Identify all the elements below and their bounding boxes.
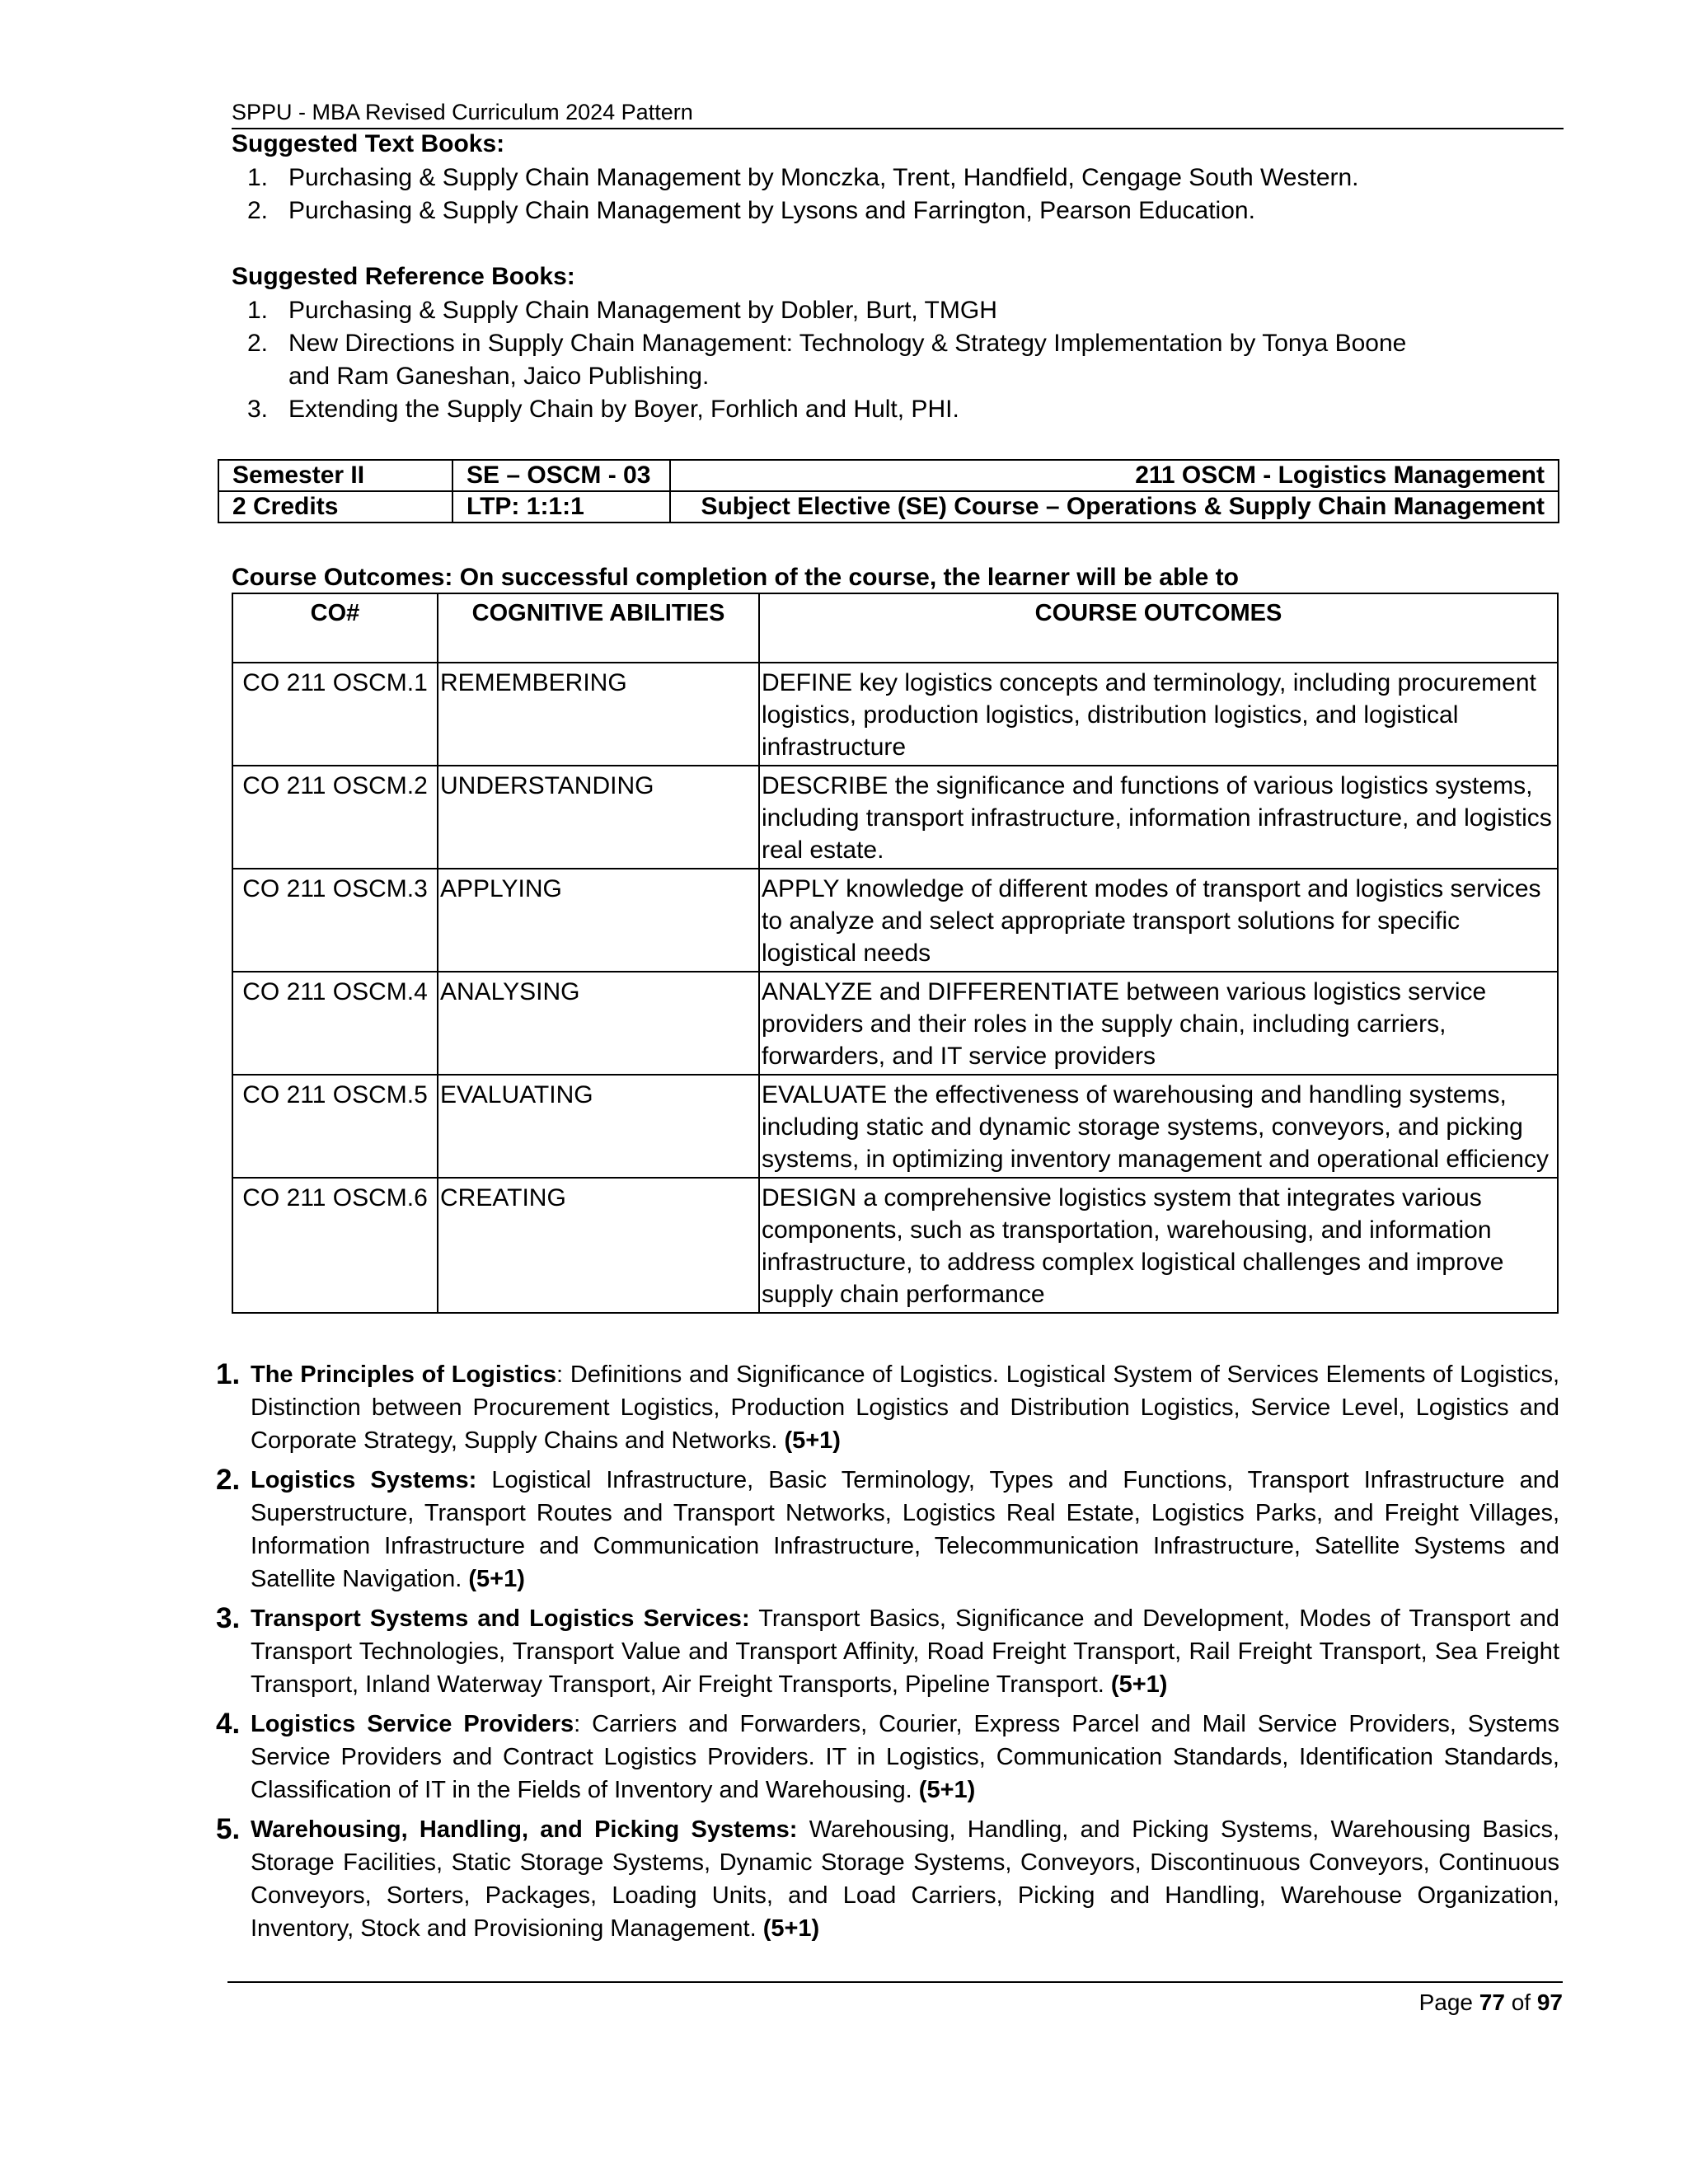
unit-number: 3.	[216, 1602, 241, 1634]
list-item	[247, 294, 1434, 327]
semester-cell: Semester II	[218, 460, 452, 491]
unit-body: Definitions and Significance of Logistics. Logistical System of Services Elements of Logistics, Distinction between Procurement Logistics, Production Logistics and Distribution Logistics, Service Level, Logistics and Corporate Strategy, Supply Chains and Networks.	[251, 1361, 1559, 1454]
reference-books-heading: Suggested Reference Books:	[232, 263, 575, 290]
list-item	[247, 194, 1484, 227]
course-info-table	[218, 459, 1559, 523]
co-id-cell: CO 211 OSCM.4	[232, 972, 438, 1075]
unit-item	[216, 1813, 1559, 1945]
co-id-cell: CO 211 OSCM.2	[232, 766, 438, 869]
list-item	[247, 327, 1434, 393]
ltp-cell: LTP: 1:1:1	[452, 491, 670, 523]
co-id-cell: CO 211 OSCM.5	[232, 1075, 438, 1178]
reference-books-list	[247, 294, 1434, 426]
table-row	[232, 766, 1558, 869]
list-number: 3.	[247, 396, 269, 423]
page-number: Page 77 of 97	[1418, 1990, 1563, 2015]
book-entry: New Directions in Supply Chain Management: Technology & Strategy Implementation by Tonya Boone and Ram Ganeshan, Jaico Publishing.	[288, 330, 1407, 390]
unit-number: 1.	[216, 1358, 241, 1390]
course-outcomes-table	[232, 593, 1559, 1314]
course-code-cell: SE – OSCM - 03	[452, 460, 670, 491]
unit-body: Transport Basics, Significance and Development, Modes of Transport and Transport Technologies, Transport Value and Transport Affinity, Road Freight Transport, Rail Freight Transport, Sea Freight Transport, Inland Waterway Transport, Air Freight Transports, Pipeline Transport.	[251, 1605, 1559, 1698]
course-type-cell: Subject Elective (SE) Course – Operations & Supply Chain Management	[670, 491, 1559, 523]
table-row	[232, 972, 1558, 1075]
unit-hours: (5+1)	[918, 1777, 976, 1803]
list-number: 1.	[247, 297, 269, 324]
unit-hours: (5+1)	[784, 1427, 841, 1454]
course-title-cell: 211 OSCM - Logistics Management	[670, 460, 1559, 491]
unit-body: Logistical Infrastructure, Basic Terminology, Types and Functions, Transport Infrastructure and Superstructure, Transport Routes and Transport Networks, Logistics Real Estate, Logistics Parks, and Freight Villages, Information Infrastructure and Communication Infrastructure, Telecommunication Infrastructure, Satellite Systems and Satellite Navigation.	[251, 1467, 1559, 1592]
table-row	[232, 663, 1558, 766]
unit-hours: (5+1)	[468, 1566, 525, 1592]
total-pages: 97	[1536, 1990, 1563, 2015]
current-page: 77	[1479, 1990, 1505, 2015]
table-row	[218, 460, 1559, 491]
column-header: COURSE OUTCOMES	[759, 593, 1558, 663]
unit-item: 4. Logistics Service Providers: Carriers and Forwarders, Courier, Express Parcel and Mail Service Providers, Systems Service Providers and Contract Logistics Providers. IT in Logistics, Communication Standards, Identification Standards, Classification of IT in the Fields of Inventory and Warehousing. (5+1)	[216, 1708, 1559, 1807]
co-text-cell: DEFINE key logistics concepts and terminology, including procurement logistics, production logistics, distribution logistics, and logistical infrastructure	[759, 663, 1558, 766]
unit-title: The Principles of Logistics	[251, 1361, 557, 1388]
co-id-cell: CO 211 OSCM.6	[232, 1178, 438, 1313]
unit-title: Logistics Systems:	[251, 1467, 477, 1493]
footer-divider	[227, 1981, 1563, 1983]
table-row	[232, 869, 1558, 972]
unit-number: 5.	[216, 1813, 241, 1845]
co-level-cell: ANALYSING	[438, 972, 759, 1075]
book-entry: Purchasing & Supply Chain Management by Monczka, Trent, Handfield, Cengage South Western.	[288, 164, 1359, 191]
book-entry: Purchasing & Supply Chain Management by Lysons and Farrington, Pearson Education.	[288, 197, 1255, 224]
unit-number: 4.	[216, 1708, 241, 1740]
list-item	[247, 162, 1484, 194]
running-header: SPPU - MBA Revised Curriculum 2024 Pattern	[232, 98, 1564, 129]
unit-title: Warehousing, Handling, and Picking Systems:	[251, 1816, 798, 1843]
unit-body: Warehousing, Handling, and Picking Systems, Warehousing Basics, Storage Facilities, Static Storage Systems, Dynamic Storage Systems, Conveyors, Discontinuous Conveyors, Continuous Conveyors, Sorters, Packages, Loading Units, and Load Carriers, Picking and Handling, Warehouse Organization, Inventory, Stock and Provisioning Management.	[251, 1816, 1559, 1942]
list-number: 2.	[247, 330, 269, 357]
credits-cell: 2 Credits	[218, 491, 452, 523]
unit-hours: (5+1)	[1110, 1671, 1168, 1698]
table-row	[232, 1075, 1558, 1178]
co-level-cell: APPLYING	[438, 869, 759, 972]
co-level-cell: EVALUATING	[438, 1075, 759, 1178]
co-text-cell: DESIGN a comprehensive logistics system that integrates various components, such as transportation, warehousing, and information infrastructure, to address complex logistical challenges and improve supply chain performance	[759, 1178, 1558, 1313]
unit-title: Logistics Service Providers	[251, 1711, 574, 1737]
co-level-cell: UNDERSTANDING	[438, 766, 759, 869]
co-text-cell: DESCRIBE the significance and functions of various logistics systems, including transport infrastructure, information infrastructure, and logistics real estate.	[759, 766, 1558, 869]
column-header: COGNITIVE ABILITIES	[438, 593, 759, 663]
list-item	[247, 393, 1434, 426]
co-text-cell: APPLY knowledge of different modes of transport and logistics services to analyze and select appropriate transport solutions for specific logistical needs	[759, 869, 1558, 972]
co-text-cell: EVALUATE the effectiveness of warehousing and handling systems, including static and dynamic storage systems, conveyors, and picking systems, in optimizing inventory management and operational efficiency	[759, 1075, 1558, 1178]
outcomes-caption: Course Outcomes: On successful completion of the course, the learner will be able to	[232, 564, 1239, 591]
text-books-heading: Suggested Text Books:	[232, 130, 505, 157]
unit-number: 2.	[216, 1464, 241, 1496]
table-row	[232, 1178, 1558, 1313]
table-header-row	[232, 593, 1558, 663]
book-entry: Extending the Supply Chain by Boyer, Forhlich and Hult, PHI.	[288, 396, 959, 423]
unit-item: 1. The Principles of Logistics: Definitions and Significance of Logistics. Logistical System of Services Elements of Logistics, Distinction between Procurement Logistics, Production Logistics and Distribution Logistics, Service Level, Logistics and Corporate Strategy, Supply Chains and Networks. (5+1)	[216, 1358, 1559, 1457]
unit-hours: (5+1)	[762, 1915, 820, 1942]
text-books-list	[247, 162, 1484, 227]
unit-item	[216, 1602, 1559, 1701]
unit-body: Carriers and Forwarders, Courier, Express Parcel and Mail Service Providers, Systems Service Providers and Contract Logistics Providers. IT in Logistics, Communication Standards, Identification Standards, Classification of IT in the Fields of Inventory and Warehousing.	[251, 1711, 1559, 1803]
table-row	[218, 491, 1559, 523]
syllabus-units-list	[216, 1358, 1559, 1952]
co-text-cell: ANALYZE and DIFFERENTIATE between various logistics service providers and their roles in the supply chain, including carriers, forwarders, and IT service providers	[759, 972, 1558, 1075]
unit-item	[216, 1464, 1559, 1596]
column-header: CO#	[232, 593, 438, 663]
book-entry: Purchasing & Supply Chain Management by Dobler, Burt, TMGH	[288, 297, 997, 324]
co-id-cell: CO 211 OSCM.1	[232, 663, 438, 766]
co-level-cell: CREATING	[438, 1178, 759, 1313]
list-number: 2.	[247, 197, 269, 224]
list-number: 1.	[247, 164, 269, 191]
unit-title: Transport Systems and Logistics Services:	[251, 1605, 750, 1632]
co-level-cell: REMEMBERING	[438, 663, 759, 766]
co-id-cell: CO 211 OSCM.3	[232, 869, 438, 972]
